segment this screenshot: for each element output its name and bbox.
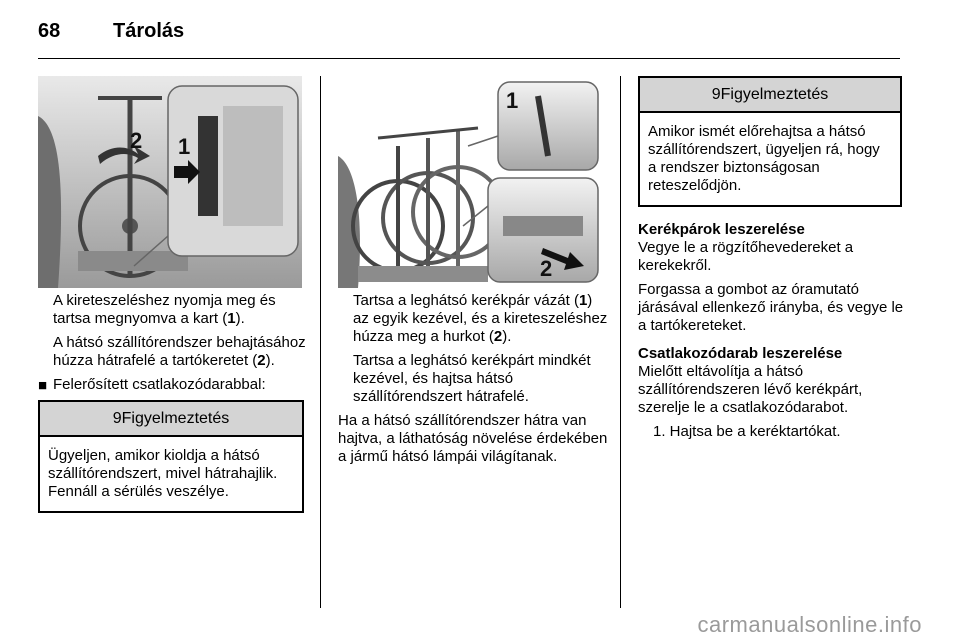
col1-paragraph-1: A kireteszeléshez nyomja meg és tartsa megnyomva a kart (1). xyxy=(53,292,276,327)
section-heading: Csatlakozódarab leszerelése xyxy=(638,345,843,362)
col1-bullet-item: ■ Felerősített csatlakozódarabbal: xyxy=(38,376,266,394)
column-1 xyxy=(38,292,308,513)
illus1-label-1: 1 xyxy=(178,134,191,159)
warning-body: Ügyeljen, amikor kioldja a hátsó szállítórendszert, mivel hátrahajlik. Fennáll a sérülés veszélye. xyxy=(48,447,278,500)
section-paragraph: Forgassa a gombot az óramutató járásával ellenkező irányba, és vegye le a tartókereteket. xyxy=(638,281,904,334)
warning-header: 9Figyelmeztetés xyxy=(640,78,900,113)
section-adapter-removal xyxy=(638,345,904,441)
column-2 xyxy=(338,292,610,472)
col2-paragraph-1: Tartsa a leghátsó kerékpár vázát (1) az egyik kezével, és a kireteszeléshez húzza meg a hurkot (2). xyxy=(353,292,608,345)
page-number: 68 xyxy=(38,20,61,42)
warning-triangle-icon: 9 xyxy=(112,410,122,427)
column-divider-2 xyxy=(620,76,621,608)
warning-header: 9Figyelmeztetés xyxy=(40,402,302,437)
illus2-label-2: 2 xyxy=(540,256,553,281)
illus2-label-1: 1 xyxy=(506,88,519,113)
page-title: Tárolás xyxy=(113,20,185,42)
illus1-label-2: 2 xyxy=(130,128,143,153)
illustration-bike-rack-release xyxy=(38,76,302,288)
section-paragraph: Mielőtt eltávolítja a hátsó szállítórendszeren lévő kerékpárt, szerelje le a csatlakozódarabot. xyxy=(638,363,863,416)
step-item: 1. Hajtsa be a keréktartókat. xyxy=(653,423,841,440)
section-heading: Kerékpárok leszerelése xyxy=(638,221,805,238)
warning-triangle-icon: 9 xyxy=(711,86,721,103)
column-3 xyxy=(638,70,904,449)
col2-paragraph-3: Ha a hátsó szállítórendszer hátra van hajtva, a láthatóság növelése érdekében a jármű hátsó lámpái világítanak. xyxy=(338,412,608,465)
header-rule xyxy=(38,58,900,59)
illustration-bike-carrier-tilt xyxy=(338,76,602,288)
section-paragraph: Vegye le a rögzítőhevedereket a kerekekről. xyxy=(638,239,854,274)
watermark: carmanualsonline.info xyxy=(697,612,922,637)
col1-paragraph-2: A hátsó szállítórendszer behajtásához húzza hátrafelé a tartókeretet (2). xyxy=(53,334,306,369)
section-bike-removal xyxy=(638,221,904,335)
column-divider-1 xyxy=(320,76,321,608)
col2-paragraph-2: Tartsa a leghátsó kerékpárt mindkét kezével, és hajtsa hátsó szállítórendszert hátrafelé. xyxy=(353,352,591,405)
warning-body: Amikor ismét előrehajtsa a hátsó szállítórendszert, ügyeljen rá, hogy a rendszer biztonságosan reteszelődjön. xyxy=(648,123,880,194)
warning-box-1 xyxy=(38,400,304,513)
bullet-square-icon: ■ xyxy=(38,377,48,394)
warning-box-2 xyxy=(638,76,902,207)
